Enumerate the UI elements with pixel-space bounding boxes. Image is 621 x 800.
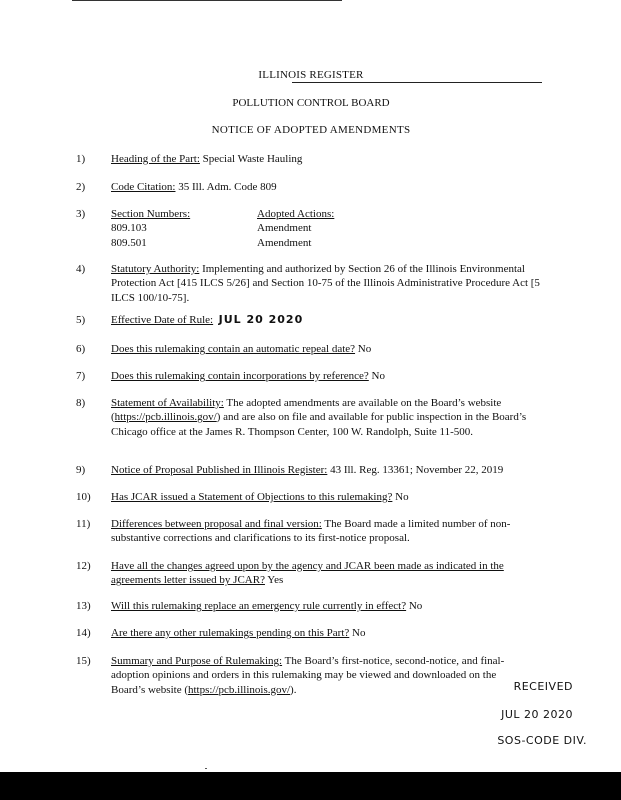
item-number: 3) — [76, 208, 86, 220]
item-label: Heading of the Part: — [111, 153, 200, 165]
item-text: No — [392, 491, 409, 503]
item-number: 15) — [76, 655, 91, 667]
website-link[interactable]: https://pcb.illinois.gov/ — [114, 411, 217, 424]
item-body — [111, 654, 511, 697]
item-label: Does this rulemaking contain an automatic repeal date? — [111, 343, 356, 355]
item-text: Yes — [264, 574, 284, 587]
item-label: Effective Date of Rule: — [111, 314, 214, 326]
item-text: ). — [290, 683, 297, 696]
item-text: No — [355, 343, 372, 355]
item-label: Does this rulemaking contain incorporations by reference? — [111, 370, 369, 382]
item-body — [111, 463, 546, 477]
section-actions-table — [111, 207, 546, 250]
register-title-underline — [292, 82, 542, 83]
received-stamp-date: JUL 20 2020 — [501, 708, 573, 721]
item-text: No — [406, 600, 423, 612]
item-body — [111, 599, 546, 613]
item-label: Are there any other rulemakings pending on this Part? — [111, 627, 350, 639]
item-number: 7) — [76, 370, 86, 382]
item-text: ) and are also on file and available for public inspection in the Board’s Chicago office at the James R. Thompson Center, 100 W. Randolph, Suite 11-500. — [111, 411, 527, 438]
item-body — [111, 490, 546, 504]
item-number: 8) — [76, 397, 86, 409]
item-number: 10) — [76, 491, 91, 503]
scan-bottom-border — [0, 772, 621, 800]
item-label: Has JCAR issued a Statement of Objections to this rulemaking? — [111, 491, 393, 503]
item-body — [111, 626, 546, 640]
item-number: 9) — [76, 464, 86, 476]
item-label: Have all the changes agreed upon by the agency and JCAR been made as indicated in the agreements letter issued by JCAR? — [111, 560, 504, 587]
item-text: The Board’s first-notice, second-notice, and final-adoption opinions and orders in this rulemaking may be viewed and downloaded on the Board’s website ( — [111, 655, 505, 696]
item-label: Statement of Availability: — [111, 397, 224, 409]
item-number: 13) — [76, 600, 91, 612]
item-label: Will this rulemaking replace an emergency rule currently in effect? — [111, 600, 407, 612]
register-title-text: ILLINOIS REGISTER — [258, 69, 364, 81]
adopted-action: Amendment — [257, 236, 312, 249]
website-link[interactable]: https://pcb.illinois.gov/ — [187, 683, 291, 696]
item-body — [111, 152, 546, 166]
item-body — [111, 342, 546, 356]
item-label: Summary and Purpose of Rulemaking: — [111, 655, 283, 667]
section-numbers-header: Section Numbers: — [111, 208, 191, 220]
item-text: The Board made a limited number of non-substantive corrections and clarifications to its first-notice proposal. — [111, 518, 511, 545]
item-label: Statutory Authority: — [111, 263, 200, 275]
item-body — [111, 559, 546, 588]
register-title — [72, 68, 550, 82]
item-number: 2) — [76, 181, 86, 193]
scan-top-rule — [72, 0, 342, 1]
document-header — [72, 68, 550, 137]
item-body — [111, 517, 546, 546]
section-number: 809.501 — [111, 236, 147, 249]
item-number: 14) — [76, 627, 91, 639]
item-text: No — [349, 627, 366, 639]
adopted-actions-header: Adopted Actions: — [257, 208, 335, 220]
item-text: The adopted amendments are available on the Board’s website ( — [111, 397, 502, 424]
item-number: 11) — [76, 518, 91, 530]
scan-speck — [205, 768, 207, 769]
item-label: Notice of Proposal Published in Illinois Register: — [111, 464, 328, 476]
item-text: Special Waste Hauling — [199, 153, 303, 165]
item-body — [111, 262, 546, 305]
item-number: 4) — [76, 263, 86, 275]
item-body — [111, 396, 546, 439]
item-number: 5) — [76, 314, 86, 326]
section-number: 809.103 — [111, 222, 147, 235]
notice-title: NOTICE OF ADOPTED AMENDMENTS — [211, 123, 411, 136]
item-body — [111, 180, 546, 194]
item-body — [111, 313, 546, 327]
item-text: No — [368, 370, 385, 382]
item-label: Differences between proposal and final version: — [111, 518, 322, 530]
adopted-action: Amendment — [257, 222, 312, 235]
item-number: 12) — [76, 560, 91, 572]
item-number: 1) — [76, 153, 86, 165]
effective-date-stamp: JUL 20 2020 — [218, 313, 304, 326]
item-body — [111, 369, 546, 383]
item-text: Implementing and authorized by Section 26 of the Illinois Environmental Protection Act [415 ILCS 5/26] and Section 10-75 of the Illinois Administrative Procedure Act [5 ILCS 100/10-75]. — [111, 263, 540, 304]
received-stamp-label: RECEIVED — [513, 680, 573, 693]
item-label: Code Citation: — [111, 181, 176, 193]
item-text: 35 Ill. Adm. Code 809 — [175, 181, 277, 193]
item-text: 43 Ill. Reg. 13361; November 22, 2019 — [327, 464, 504, 476]
received-stamp-division: SOS-CODE DIV. — [497, 734, 587, 747]
board-title: POLLUTION CONTROL BOARD — [232, 97, 390, 110]
item-number: 6) — [76, 343, 86, 355]
